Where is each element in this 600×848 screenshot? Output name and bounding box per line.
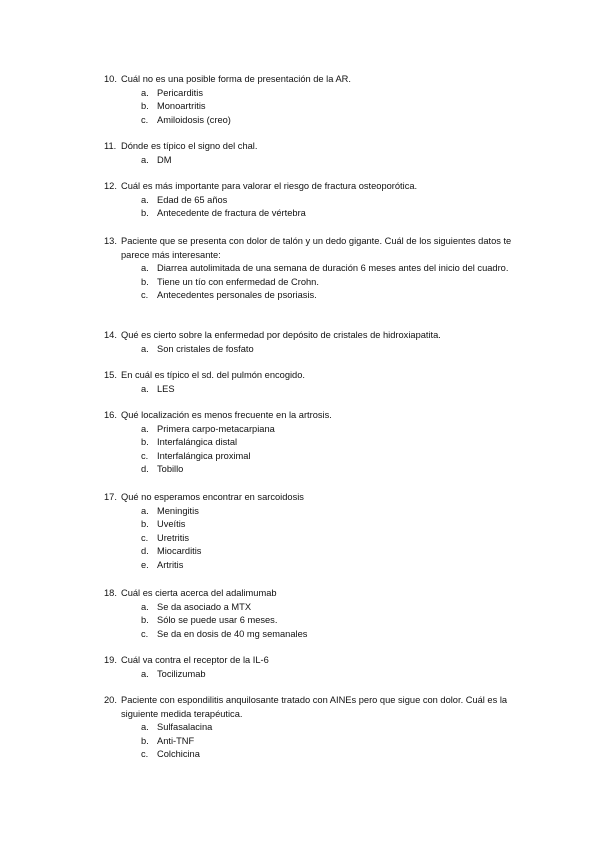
answer-option <box>141 87 524 101</box>
question-block <box>104 369 524 396</box>
option-text: Interfalángica distal <box>157 437 238 448</box>
answer-option <box>141 463 524 477</box>
question-block <box>104 409 524 477</box>
option-text: Antecedentes personales de psoriasis. <box>157 290 317 301</box>
answer-option <box>141 194 524 208</box>
question-stem <box>104 73 524 87</box>
option-letter: b. <box>141 615 149 626</box>
option-letter: e. <box>141 559 149 570</box>
option-text: Interfalángica proximal <box>157 450 251 461</box>
option-letter: a. <box>141 505 149 516</box>
option-letter: a. <box>141 423 149 434</box>
question-text: Qué localización es menos frecuente en la artrosis. <box>121 410 332 420</box>
option-letter: c. <box>141 749 149 760</box>
option-text: Tocilizumab <box>157 668 206 679</box>
question-block <box>104 329 524 356</box>
option-text: Monoartritis <box>157 101 206 112</box>
option-letter: d. <box>141 546 149 557</box>
question-text: Cuál es cierta acerca del adalimumab <box>121 588 277 598</box>
option-text: Uretritis <box>157 532 190 543</box>
option-text: Antecedente de fractura de vértebra <box>157 208 306 219</box>
question-stem <box>104 180 524 194</box>
question-number: 17. <box>104 492 117 502</box>
option-text: Tobillo <box>157 464 184 475</box>
option-text: Uveítis <box>157 519 186 530</box>
option-letter: a. <box>141 668 149 679</box>
answer-option <box>141 154 524 168</box>
option-letter: c. <box>141 114 149 125</box>
answer-option <box>141 735 524 749</box>
answer-option <box>141 276 524 290</box>
option-letter: a. <box>141 601 149 612</box>
answer-option <box>141 545 524 559</box>
question-stem <box>104 329 524 343</box>
option-letter: b. <box>141 735 149 746</box>
answer-option <box>141 207 524 221</box>
question-text: En cuál es típico el sd. del pulmón encogido. <box>121 370 305 380</box>
option-letter: a. <box>141 194 149 205</box>
option-letter: b. <box>141 101 149 112</box>
question-stem <box>104 140 524 154</box>
option-letter: a. <box>141 154 149 165</box>
question-text: Dónde es típico el signo del chal. <box>121 141 258 151</box>
question-text: Cuál no es una posible forma de presentación de la AR. <box>121 74 351 84</box>
option-letter: a. <box>141 722 149 732</box>
question-text: Qué es cierto sobre la enfermedad por depósito de cristales de hidroxiapatita. <box>121 330 441 340</box>
question-text: Cuál es más importante para valorar el riesgo de fractura osteoporótica. <box>121 181 418 191</box>
question-stem <box>104 409 524 423</box>
answer-option <box>141 559 524 573</box>
question-number: 11. <box>104 141 117 151</box>
question-number: 14. <box>104 330 117 340</box>
question-stem <box>104 694 524 721</box>
answer-option <box>141 532 524 546</box>
answer-option <box>141 423 524 437</box>
option-text: Edad de 65 años <box>157 194 228 205</box>
option-text: Diarrea autolimitada de una semana de duración 6 meses antes del inicio del cuadro. <box>157 263 509 273</box>
question-text: Qué no esperamos encontrar en sarcoidosis <box>121 492 304 502</box>
answer-option <box>141 505 524 519</box>
question-block <box>104 491 524 572</box>
answer-option <box>141 436 524 450</box>
answer-option <box>141 601 524 615</box>
option-letter: a. <box>141 263 149 273</box>
question-number: 20. <box>104 695 117 705</box>
option-letter: c. <box>141 628 149 639</box>
answer-option <box>141 383 524 397</box>
question-number: 15. <box>104 370 117 380</box>
answer-option <box>141 262 524 276</box>
option-letter: d. <box>141 464 149 475</box>
question-text: Paciente que se presenta con dolor de talón y un dedo gigante. Cuál de los siguientes datos te parece más interesante: <box>121 236 512 260</box>
question-text: Cuál va contra el receptor de la IL-6 <box>121 655 269 665</box>
question-block <box>104 235 524 303</box>
option-text: Pericarditis <box>157 87 203 98</box>
option-letter: b. <box>141 437 149 448</box>
option-letter: b. <box>141 519 149 530</box>
option-text: DM <box>157 154 172 165</box>
answer-option <box>141 614 524 628</box>
answer-option <box>141 100 524 114</box>
option-text: Tiene un tío con enfermedad de Crohn. <box>157 276 319 287</box>
question-stem <box>104 587 524 601</box>
question-number: 13. <box>104 236 117 246</box>
question-stem <box>104 369 524 383</box>
question-text: Paciente con espondilitis anquilosante tratado con AINEs pero que sigue con dolor. Cuál es la siguiente medida terapéutica. <box>121 695 508 719</box>
option-text: LES <box>157 383 175 394</box>
answer-option <box>141 518 524 532</box>
option-text: Son cristales de fosfato <box>157 343 254 354</box>
option-letter: b. <box>141 208 149 219</box>
option-letter: a. <box>141 343 149 354</box>
option-text: Primera carpo-metacarpiana <box>157 423 275 434</box>
question-number: 16. <box>104 410 117 420</box>
option-text: Sulfasalacina <box>157 722 213 732</box>
answer-option <box>141 628 524 642</box>
option-letter: c. <box>141 450 149 461</box>
answer-option <box>141 343 524 357</box>
question-number: 10. <box>104 74 117 84</box>
question-number: 12. <box>104 181 117 191</box>
option-text: Anti-TNF <box>157 735 195 746</box>
option-letter: a. <box>141 383 149 394</box>
answer-option <box>141 748 524 762</box>
option-text: Sólo se puede usar 6 meses. <box>157 615 278 626</box>
answer-option <box>141 114 524 128</box>
question-stem <box>104 654 524 668</box>
option-letter: b. <box>141 276 149 287</box>
option-text: Amiloidosis (creo) <box>157 114 231 125</box>
option-text: Colchicina <box>157 749 200 760</box>
answer-option <box>141 450 524 464</box>
option-text: Miocarditis <box>157 546 202 557</box>
option-text: Artritis <box>157 559 184 570</box>
answer-option <box>141 721 524 735</box>
question-stem <box>104 235 524 262</box>
question-number: 19. <box>104 655 117 665</box>
option-letter: a. <box>141 87 149 98</box>
question-number: 18. <box>104 588 117 598</box>
option-text: Se da asociado a MTX <box>157 601 252 612</box>
question-block <box>104 180 524 221</box>
option-letter: c. <box>141 290 149 301</box>
question-block <box>104 694 524 762</box>
option-text: Meningitis <box>157 505 199 516</box>
answer-option <box>141 289 524 303</box>
question-block <box>104 73 524 127</box>
option-text: Se da en dosis de 40 mg semanales <box>157 628 308 639</box>
option-letter: c. <box>141 532 149 543</box>
question-block <box>104 587 524 641</box>
question-block <box>104 654 524 681</box>
question-block <box>104 140 524 167</box>
question-stem <box>104 491 524 505</box>
answer-option <box>141 668 524 682</box>
